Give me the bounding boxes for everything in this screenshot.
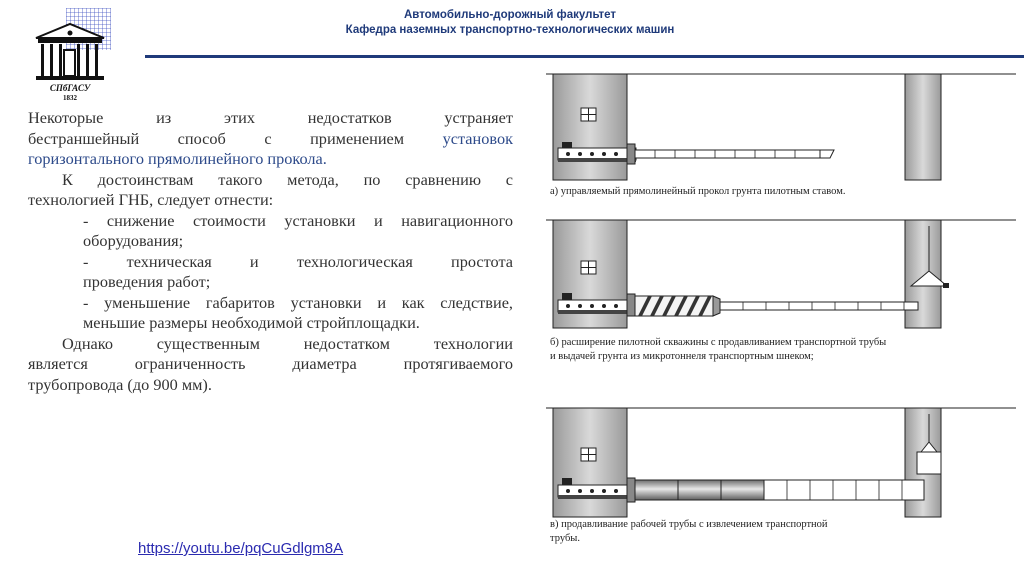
faculty-name: Автомобильно-дорожный факультет — [403, 9, 617, 21]
faculty-header — [140, 8, 880, 38]
pipe-extraction-box-icon — [917, 452, 941, 474]
paragraph-2-line-2: технологией ГНБ, следует отнести: — [28, 190, 274, 209]
transport-pipe-icon — [764, 480, 924, 500]
diagram-a — [546, 74, 1016, 197]
logo-building-icon — [30, 8, 115, 101]
caption-c-line-2: трубы. — [550, 533, 580, 544]
paragraph-1-line-3: горизонтального прямолинейного прокола. — [28, 149, 327, 168]
paragraph-1-line-1: Некоторые из этих недостатков устраняет — [28, 108, 513, 127]
paragraph-3-line-3: трубопровода (до 900 мм). — [28, 374, 212, 394]
university-logo — [30, 8, 115, 101]
bullet-1-line-2: оборудования; — [83, 231, 184, 250]
work-pipe-icon — [635, 480, 764, 500]
caption-b-line-1: б) расширение пилотной скважины с продавливанием транспортной трубы — [550, 337, 887, 348]
logo-year: 1832 — [63, 94, 77, 101]
paragraph-1-line-2: бестраншейный способ с применением установок — [28, 128, 513, 148]
highlight-term: установок — [442, 128, 513, 148]
bullet-1-line-1: - снижение стоимости установки и навигационного — [83, 210, 513, 230]
bullet-3-line-1: - уменьшение габаритов установки и как следствие, — [83, 292, 513, 312]
caption-b-line-2: и выдачей грунта из микротоннеля транспортным шнеком; — [550, 351, 814, 362]
diagram-c — [546, 408, 1016, 544]
paragraph-2-line-1: К достоинствам такого метода, по сравнению с — [62, 169, 513, 189]
video-link[interactable]: https://youtu.be/pqCuGdlgm8A — [138, 540, 344, 557]
header-rule — [145, 55, 1024, 58]
paragraph-3-line-1: Однако существенным недостатком технологии — [62, 333, 513, 353]
method-diagrams — [538, 68, 1024, 558]
logo-text: СПбГАСУ — [49, 83, 91, 93]
diagram-b — [546, 220, 1016, 362]
caption-a: а) управляемый прямолинейный прокол грунта пилотным ставом. — [550, 186, 846, 197]
caption-c-line-1: в) продавливание рабочей трубы с извлечением транспортной — [550, 519, 828, 530]
paragraph-3-line-2: является ограниченность диаметра протягиваемого — [28, 354, 513, 373]
department-name: Кафедра наземных транспортно-технологических машин — [345, 24, 675, 36]
bullet-3-line-2: меньшие размеры необходимой стройплощадки. — [83, 313, 420, 332]
main-text — [28, 108, 513, 395]
bullet-2-line-1: - техническая и технологическая простота — [83, 251, 513, 271]
bullet-2-line-2: проведения работ; — [83, 272, 211, 291]
